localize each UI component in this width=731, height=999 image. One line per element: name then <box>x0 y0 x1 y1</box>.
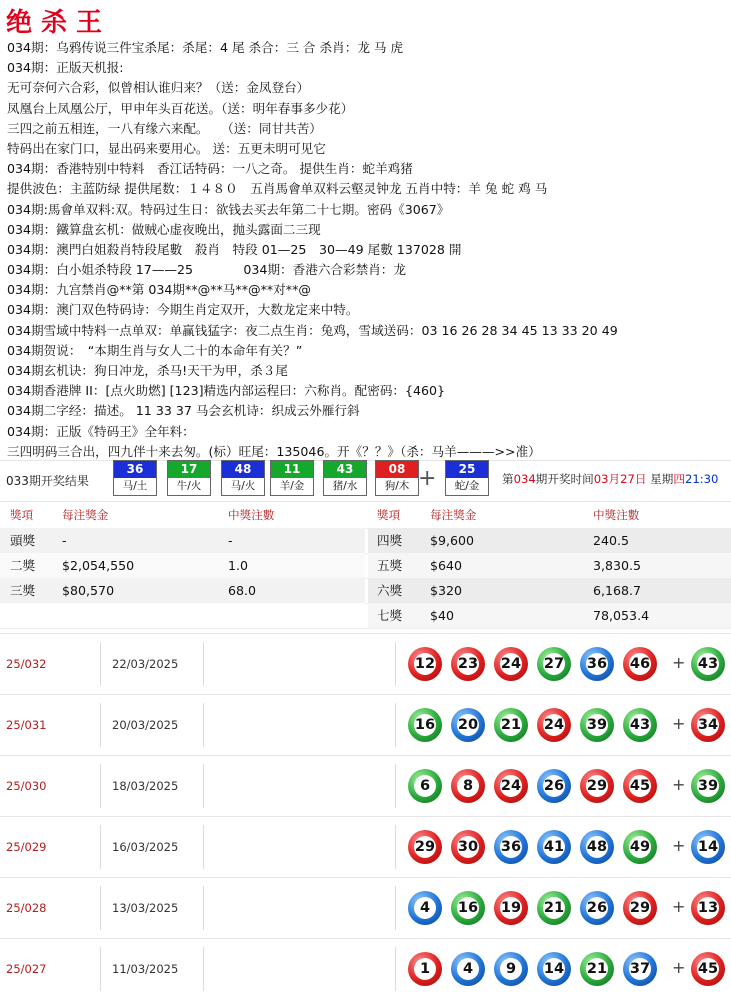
next-draw-time: 21:30 <box>684 472 719 486</box>
column-divider <box>203 703 204 747</box>
lottery-ball-number: 27 <box>543 653 565 675</box>
history-date: 22/03/2025 <box>112 657 179 671</box>
lottery-ball <box>537 647 571 681</box>
lottery-ball-number: 12 <box>414 653 436 675</box>
prediction-line: 034期贺说： “本期生肖与女人二十的本命年有关？” <box>7 342 303 358</box>
lottery-ball <box>623 769 657 803</box>
result-ball-number: 25 <box>446 461 488 478</box>
prediction-line: 034期香港牌 II：[点火助燃] [123]精选内部运程曰：六称肖。配密码：{460} <box>7 383 446 399</box>
prediction-line: 034期：香港特别中特料 香江话特码：一八之奇。 提供生肖：蛇羊鸡猪 <box>7 161 413 177</box>
column-divider <box>395 764 396 808</box>
history-row <box>0 755 731 816</box>
lottery-ball <box>408 952 442 986</box>
lottery-ball-number: 41 <box>543 836 565 858</box>
lottery-ball <box>537 891 571 925</box>
column-divider <box>203 886 204 930</box>
result-ball-zodiac: 蛇/金 <box>454 480 480 492</box>
lottery-ball <box>537 708 571 742</box>
prize-header-cell: 獎項 <box>10 508 34 522</box>
prediction-line: 034期：正版天机报: <box>7 60 124 76</box>
special-ball-number: 34 <box>697 714 719 736</box>
prediction-line: 三四之前五相连，一八有缘六来配。 （送：同甘共苦） <box>7 120 322 136</box>
prize-cell: $320 <box>430 583 463 598</box>
column-divider <box>395 703 396 747</box>
result-ball-number: 11 <box>271 461 313 478</box>
lottery-ball-number: 36 <box>500 836 522 858</box>
history-date: 11/03/2025 <box>112 962 179 976</box>
special-ball-number: 45 <box>697 958 719 980</box>
prize-table-row <box>0 528 731 554</box>
next-draw-weekday: 四 <box>673 472 685 486</box>
prize-cell: 78,053.4 <box>593 608 650 623</box>
lottery-ball <box>537 830 571 864</box>
next-draw-prefix: 第 <box>502 472 514 486</box>
column-divider <box>100 703 101 747</box>
lottery-ball <box>580 952 614 986</box>
prediction-line: 034期:馬會单双料:双。特码过生日：欲钱去买去年第二十七期。密码《3067》 <box>7 201 450 217</box>
lottery-ball-number: 46 <box>629 653 651 675</box>
next-draw-info <box>502 471 718 487</box>
history-row <box>0 877 731 938</box>
prediction-line: 034期：澳門白姐殺肖特段尾數 殺肖 特段 01—25 30—49 尾數 137028 開 <box>7 241 462 257</box>
result-ball <box>445 460 489 496</box>
special-ball <box>691 830 725 864</box>
prize-cell: 1.0 <box>228 558 249 573</box>
lottery-ball <box>494 830 528 864</box>
prediction-line: 034期：正版《特码王》全年料： <box>7 423 195 439</box>
special-ball-number: 39 <box>697 775 719 797</box>
lottery-ball <box>451 830 485 864</box>
page-title: 绝杀王 <box>6 8 112 38</box>
lottery-ball-number: 4 <box>414 897 436 919</box>
lottery-ball <box>451 952 485 986</box>
prize-cell: 六獎 <box>377 583 403 598</box>
special-plus-sign: + <box>672 897 686 916</box>
special-ball-number: 43 <box>697 653 719 675</box>
special-plus-sign: + <box>418 466 437 491</box>
column-divider <box>100 764 101 808</box>
prize-table-row <box>0 603 731 629</box>
lottery-ball-number: 29 <box>629 897 651 919</box>
lottery-ball-number: 1 <box>414 958 436 980</box>
result-ball <box>270 460 314 496</box>
lottery-ball-number: 29 <box>414 836 436 858</box>
prediction-line: 034期雪域中特料一点单双：单赢钱猛字：夜二点生肖：兔鸡，雪域送码：03 16 26 28 34 45 13 33 20 49 <box>7 322 618 338</box>
history-row <box>0 633 731 694</box>
lottery-ball <box>408 830 442 864</box>
next-draw-issue: 034 <box>513 472 536 486</box>
lottery-ball <box>580 891 614 925</box>
prize-cell: 3,830.5 <box>593 558 642 573</box>
history-date: 18/03/2025 <box>112 779 179 793</box>
column-divider <box>100 886 101 930</box>
lottery-ball <box>623 647 657 681</box>
history-date: 13/03/2025 <box>112 901 179 915</box>
special-ball-number: 13 <box>697 897 719 919</box>
result-ball-number: 08 <box>376 461 418 478</box>
row-background <box>368 578 731 603</box>
lottery-ball <box>494 647 528 681</box>
history-row <box>0 816 731 877</box>
lottery-ball <box>494 891 528 925</box>
lottery-ball <box>451 708 485 742</box>
prize-header-cell: 中獎注數 <box>228 508 275 522</box>
lottery-ball <box>408 708 442 742</box>
special-plus-sign: + <box>672 653 686 672</box>
special-ball <box>691 769 725 803</box>
last-draw-results <box>0 460 731 502</box>
prediction-text-block <box>7 38 731 462</box>
prize-cell: $40 <box>430 608 455 623</box>
lottery-ball-number: 16 <box>414 714 436 736</box>
prediction-line: 034期：鐵算盘玄机：做贼心虚夜晚出，抛头露面二三现 <box>7 221 321 237</box>
lottery-ball-number: 6 <box>414 775 436 797</box>
lottery-ball-number: 26 <box>543 775 565 797</box>
result-ball-number: 48 <box>222 461 264 478</box>
lottery-ball <box>623 952 657 986</box>
history-issue: 25/031 <box>6 718 47 732</box>
lottery-ball-number: 19 <box>500 897 522 919</box>
history-issue: 25/028 <box>6 901 47 915</box>
lottery-ball <box>623 891 657 925</box>
lottery-ball-number: 23 <box>457 653 479 675</box>
lottery-ball-number: 30 <box>457 836 479 858</box>
column-divider <box>395 947 396 991</box>
special-plus-sign: + <box>672 958 686 977</box>
lottery-ball <box>537 952 571 986</box>
lottery-ball-number: 39 <box>586 714 608 736</box>
lottery-ball <box>580 708 614 742</box>
special-plus-sign: + <box>672 836 686 855</box>
prediction-line: 特码出在家门口，显出码来要用心。 送：五更未明可见它 <box>7 140 326 156</box>
prize-cell: 頭獎 <box>10 533 36 548</box>
prize-cell: $640 <box>430 558 463 573</box>
row-background <box>0 553 365 578</box>
result-ball-number: 17 <box>168 461 210 478</box>
lottery-ball-number: 21 <box>586 958 608 980</box>
row-background <box>0 603 365 628</box>
history-date: 16/03/2025 <box>112 840 179 854</box>
history-row <box>0 694 731 755</box>
row-background <box>368 603 731 628</box>
special-ball <box>691 647 725 681</box>
prize-cell: 240.5 <box>593 533 630 548</box>
prize-cell: $80,570 <box>62 583 115 598</box>
special-ball <box>691 708 725 742</box>
prize-header-cell: 每注獎金 <box>430 508 477 522</box>
history-issue: 25/029 <box>6 840 47 854</box>
lottery-ball-number: 20 <box>457 714 479 736</box>
prediction-line: 034期：九宫禁肖@**第 034期**@**马**@**对**@ <box>7 282 311 298</box>
lottery-ball-number: 48 <box>586 836 608 858</box>
lottery-ball <box>494 769 528 803</box>
lottery-ball-number: 16 <box>457 897 479 919</box>
lottery-ball-number: 24 <box>500 653 522 675</box>
prediction-line: 无可奈何六合彩，似曾相认谁归来？（送：金凤登台） <box>7 80 310 96</box>
prediction-line: 034期二字经：描述。 11 33 37 马会玄机诗：织成云外雁行斜 <box>7 403 360 419</box>
column-divider <box>100 642 101 686</box>
lottery-ball-number: 24 <box>500 775 522 797</box>
lottery-ball-number: 29 <box>586 775 608 797</box>
next-draw-time-label: 期开奖时间 <box>535 472 594 486</box>
prize-cell: 七獎 <box>377 608 403 623</box>
history-date: 20/03/2025 <box>112 718 179 732</box>
prize-cell: 三獎 <box>10 583 36 598</box>
prediction-line: 提供波色：主蓝防绿 提供尾数：１４８０ 五肖馬會单双料云壑灵钟龙 五肖中特：羊 兔 蛇 鸡 马 <box>7 181 548 197</box>
column-divider <box>203 764 204 808</box>
result-ball <box>167 460 211 496</box>
lottery-ball <box>408 769 442 803</box>
prediction-line: 034期玄机诀：狗日冲龙，杀马!天干为甲，杀３尾 <box>7 363 288 378</box>
lottery-ball-number: 37 <box>629 958 651 980</box>
result-ball-zodiac: 马/土 <box>122 480 148 492</box>
column-divider <box>203 642 204 686</box>
prize-cell: 四獎 <box>377 533 403 548</box>
result-ball-zodiac: 猪/水 <box>332 480 358 492</box>
column-divider <box>395 825 396 869</box>
prediction-line: 034期：白小姐杀特段 17——25 034期：香港六合彩禁肖：龙 <box>7 262 406 278</box>
lottery-ball <box>494 952 528 986</box>
lottery-ball <box>580 769 614 803</box>
lottery-ball <box>451 769 485 803</box>
last-draw-label: 033期开奖结果 <box>6 474 89 488</box>
column-divider <box>100 947 101 991</box>
result-ball <box>113 460 157 496</box>
special-ball <box>691 952 725 986</box>
result-ball-zodiac: 羊/金 <box>279 480 305 492</box>
result-ball <box>375 460 419 496</box>
lottery-ball-number: 24 <box>543 714 565 736</box>
lottery-ball-number: 45 <box>629 775 651 797</box>
next-draw-date: 03月27日 <box>593 472 647 486</box>
lottery-ball-number: 21 <box>500 714 522 736</box>
column-divider <box>395 642 396 686</box>
lottery-ball-number: 21 <box>543 897 565 919</box>
prize-cell: $9,600 <box>430 533 475 548</box>
lottery-ball-number: 49 <box>629 836 651 858</box>
row-background <box>0 528 365 553</box>
next-draw-weekday-label: 星期 <box>650 472 674 486</box>
prize-table <box>0 503 731 630</box>
result-ball-number: 43 <box>324 461 366 478</box>
lottery-ball <box>580 647 614 681</box>
lottery-ball <box>408 647 442 681</box>
prediction-line: 凤凰台上凤凰公厅，甲申年头百花送。（送：明年春事多少花） <box>7 100 354 116</box>
result-ball-zodiac: 狗/木 <box>384 480 410 492</box>
lottery-ball-number: 4 <box>457 958 479 980</box>
row-background <box>368 528 731 553</box>
prize-cell: 二獎 <box>10 558 36 573</box>
prize-table-header <box>0 503 731 529</box>
lottery-ball-number: 43 <box>629 714 651 736</box>
lottery-ball <box>623 830 657 864</box>
prize-cell: 五獎 <box>377 558 403 573</box>
prize-cell: 6,168.7 <box>593 583 642 598</box>
result-ball <box>323 460 367 496</box>
prediction-line: 三四明码三合出，四九伴十来去匆。(标）旺尾：135046。开《？？》（杀：马羊———>>准） <box>7 443 541 459</box>
column-divider <box>203 825 204 869</box>
lottery-ball-number: 36 <box>586 653 608 675</box>
prize-cell: 68.0 <box>228 583 257 598</box>
lottery-ball <box>494 708 528 742</box>
history-issue: 25/027 <box>6 962 47 976</box>
history-row <box>0 938 731 999</box>
prediction-line: 034期：澳门双色特码诗：今期生肖定双开，大数龙定来中特。 <box>7 302 359 318</box>
lottery-ball <box>451 647 485 681</box>
lottery-ball <box>580 830 614 864</box>
prize-table-row <box>0 553 731 579</box>
special-ball-number: 14 <box>697 836 719 858</box>
special-plus-sign: + <box>672 714 686 733</box>
history-issue: 25/032 <box>6 657 47 671</box>
lottery-ball-number: 14 <box>543 958 565 980</box>
column-divider <box>100 825 101 869</box>
row-background <box>368 553 731 578</box>
lottery-ball <box>623 708 657 742</box>
history-issue: 25/030 <box>6 779 47 793</box>
prediction-line: 034期：乌鸦传说三件宝杀尾：杀尾：4 尾 杀合：三 合 杀肖：龙 马 虎 <box>7 40 404 55</box>
prize-cell: $2,054,550 <box>62 558 135 573</box>
prize-table-row <box>0 578 731 604</box>
row-background <box>0 578 365 603</box>
result-ball-zodiac: 马/火 <box>230 480 256 492</box>
lottery-ball <box>537 769 571 803</box>
prize-header-cell: 獎項 <box>377 508 401 522</box>
result-ball <box>221 460 265 496</box>
column-divider <box>395 886 396 930</box>
result-ball-zodiac: 牛/火 <box>176 480 202 492</box>
column-divider <box>203 947 204 991</box>
prize-header-cell: 中獎注數 <box>593 508 640 522</box>
lottery-ball <box>408 891 442 925</box>
prize-header-cell: 每注獎金 <box>62 508 109 522</box>
special-plus-sign: + <box>672 775 686 794</box>
prize-cell: - <box>228 533 233 548</box>
lottery-ball-number: 26 <box>586 897 608 919</box>
lottery-ball-number: 9 <box>500 958 522 980</box>
lottery-ball <box>451 891 485 925</box>
special-ball <box>691 891 725 925</box>
result-ball-number: 36 <box>114 461 156 478</box>
prize-cell: - <box>62 533 67 548</box>
lottery-ball-number: 8 <box>457 775 479 797</box>
